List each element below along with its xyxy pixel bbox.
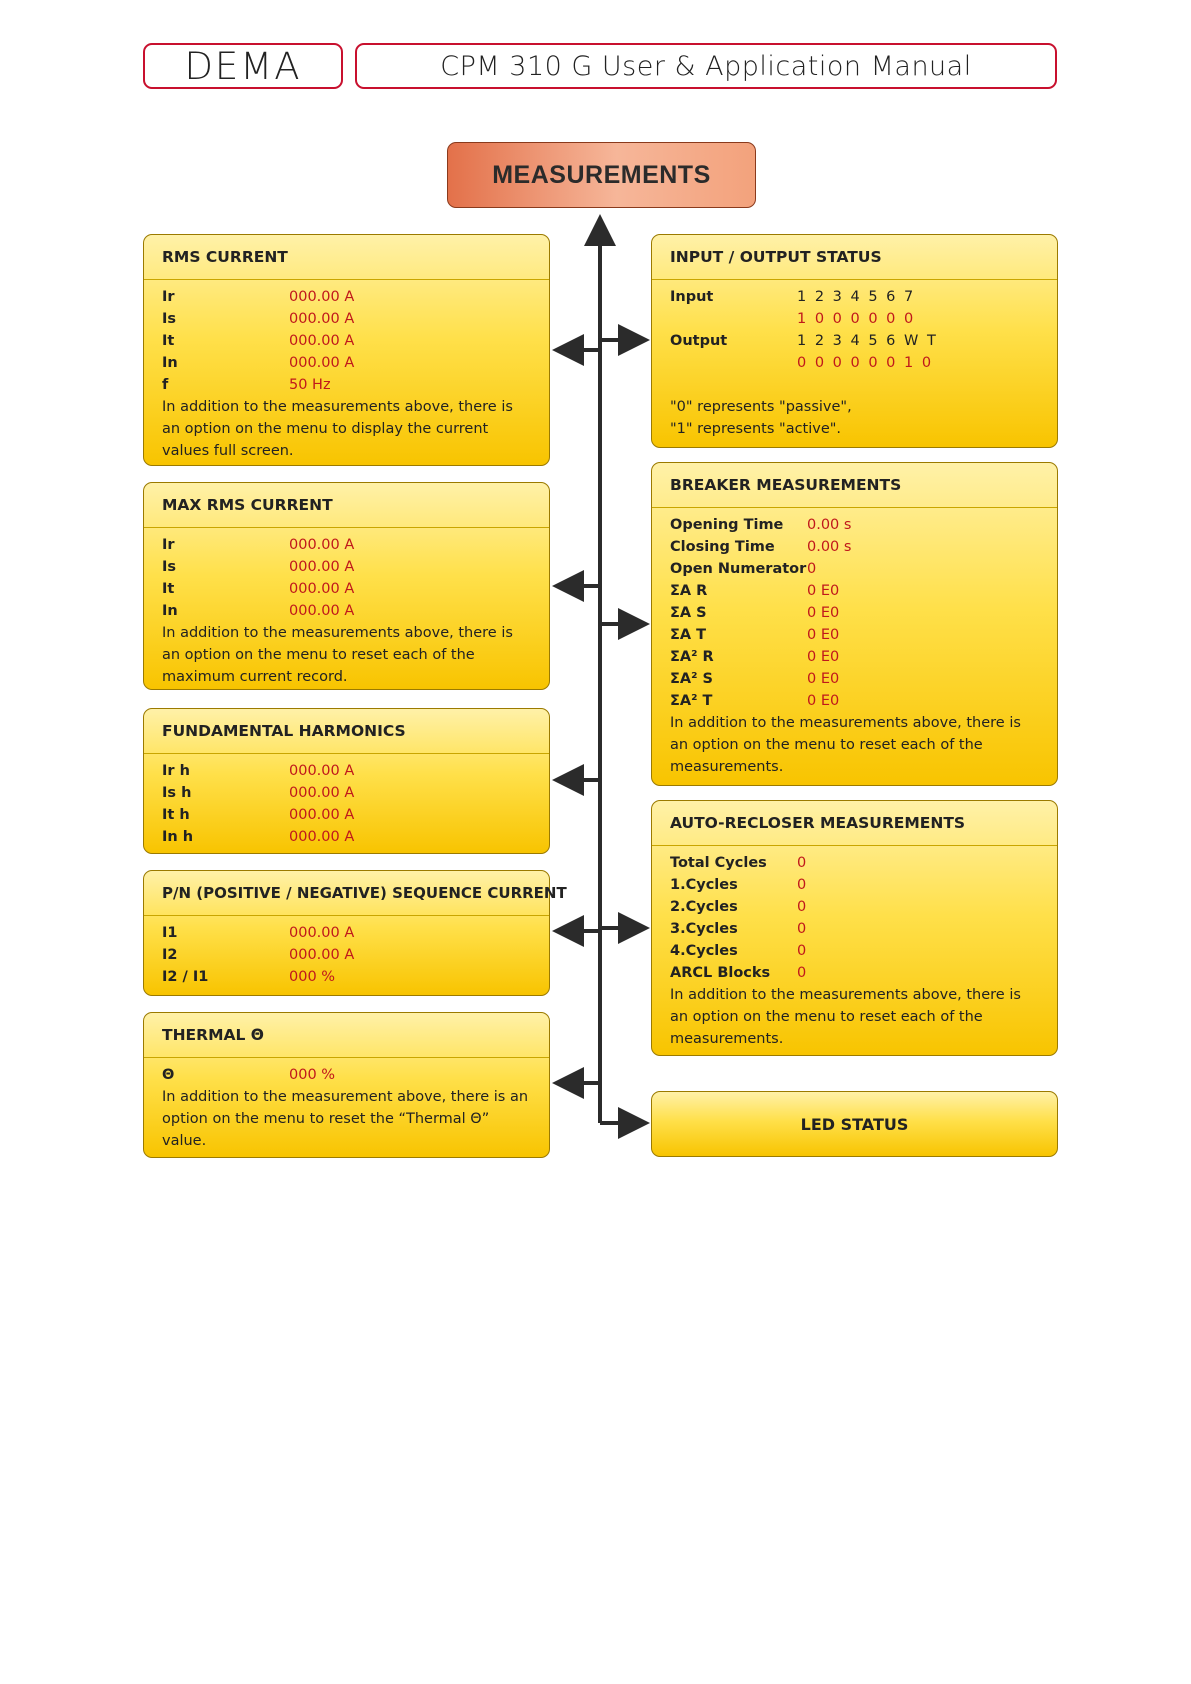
table-row: Ir 000.00 A — [162, 537, 355, 553]
table-row: ΣA² R 0 E0 — [670, 649, 840, 665]
dema-logo: DEMA — [143, 43, 343, 89]
io-note-passive: "0" represents "passive", — [670, 399, 852, 415]
table-row: ΣA² S 0 E0 — [670, 671, 840, 687]
table-row: Ir 000.00 A — [162, 289, 355, 305]
thermal-note: In addition to the measurement above, there is an option on the menu to reset the “Thermal Θ” value. — [162, 1089, 529, 1149]
table-row: It h 000.00 A — [162, 807, 355, 823]
table-row: Closing Time 0.00 s — [670, 539, 852, 555]
led-status-title: LED STATUS — [800, 1114, 909, 1134]
table-row: 2.Cycles 0 — [670, 899, 807, 915]
table-row: Ir h 000.00 A — [162, 763, 355, 779]
sequence-current-box — [143, 870, 567, 996]
table-row: ARCL Blocks 0 — [670, 965, 807, 981]
table-row: ΣA R 0 E0 — [670, 583, 840, 599]
measurements-root: MEASUREMENTS — [447, 142, 756, 208]
table-row: In h 000.00 A — [162, 829, 355, 845]
fundamental-harmonics-title: FUNDAMENTAL HARMONICS — [144, 709, 549, 754]
breaker-box — [651, 462, 1058, 786]
thermal-title: THERMAL Θ — [144, 1013, 549, 1058]
table-row: 4.Cycles 0 — [670, 943, 807, 959]
table-row: Is 000.00 A — [162, 311, 355, 327]
table-row: f 50 Hz — [162, 377, 331, 393]
table-row: Total Cycles 0 — [670, 855, 807, 871]
table-row: 3.Cycles 0 — [670, 921, 807, 937]
max-rms-current-box — [143, 482, 550, 690]
autorecloser-title: AUTO-RECLOSER MEASUREMENTS — [652, 801, 1057, 846]
table-row: ΣA² T 0 E0 — [670, 693, 840, 709]
table-row: It 000.00 A — [162, 581, 355, 597]
input-index: 1 2 3 4 5 6 7 — [797, 289, 916, 305]
table-row: Θ 000 % — [162, 1067, 336, 1083]
table-row: It 000.00 A — [162, 333, 355, 349]
rms-current-box — [143, 234, 550, 466]
table-row: ΣA T 0 E0 — [670, 627, 840, 643]
table-row: Is h 000.00 A — [162, 785, 355, 801]
input-values: 1 0 0 0 0 0 0 — [797, 311, 916, 327]
table-row: I2 000.00 A — [162, 947, 355, 963]
table-row: I1 000.00 A — [162, 925, 355, 941]
fundamental-harmonics-box — [143, 708, 550, 854]
output-label: Output — [670, 333, 728, 349]
max-rms-current-note: In addition to the measurements above, there is an option on the menu to reset each of the maximum current record. — [162, 625, 513, 685]
autorecloser-box — [651, 800, 1058, 1056]
manual-title: CPM 310 G User & Application Manual — [355, 43, 1057, 89]
autorecloser-note: In addition to the measurements above, there is an option on the menu to reset each of the measurements. — [670, 987, 1021, 1047]
led-status-box — [651, 1091, 1058, 1157]
io-status-box — [651, 234, 1058, 448]
table-row: I2 / I1 000 % — [162, 969, 336, 985]
table-row: In 000.00 A — [162, 603, 355, 619]
rms-current-title: RMS CURRENT — [144, 235, 549, 280]
output-index: 1 2 3 4 5 6 W T — [797, 333, 938, 349]
table-row: In 000.00 A — [162, 355, 355, 371]
input-label: Input — [670, 289, 714, 305]
thermal-box — [143, 1012, 550, 1158]
sequence-current-title: P/N (POSITIVE / NEGATIVE) SEQUENCE CURRENT — [144, 871, 549, 916]
max-rms-current-title: MAX RMS CURRENT — [144, 483, 549, 528]
breaker-note: In addition to the measurements above, there is an option on the menu to reset each of the measurements. — [670, 715, 1021, 775]
output-values: 0 0 0 0 0 0 1 0 — [797, 355, 934, 371]
table-row: Open Numerator 0 — [670, 561, 817, 577]
table-row: Is 000.00 A — [162, 559, 355, 575]
io-status-title: INPUT / OUTPUT STATUS — [652, 235, 1057, 280]
breaker-title: BREAKER MEASUREMENTS — [652, 463, 1057, 508]
table-row: Opening Time 0.00 s — [670, 517, 852, 533]
io-note-active: "1" represents "active". — [670, 421, 842, 437]
table-row: 1.Cycles 0 — [670, 877, 807, 893]
rms-current-note: In addition to the measurements above, there is an option on the menu to display the current values full screen. — [162, 399, 513, 459]
table-row: ΣA S 0 E0 — [670, 605, 840, 621]
